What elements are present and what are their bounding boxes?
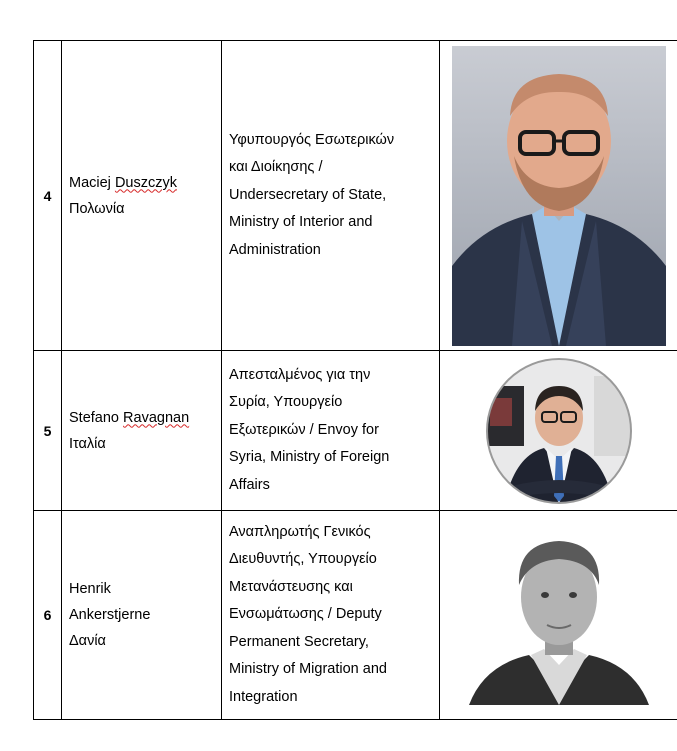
- table-row: [34, 351, 677, 511]
- country: Δανία: [69, 633, 106, 649]
- role-line: Integration: [229, 688, 298, 705]
- delegates-table: [33, 40, 677, 720]
- country: Ιταλία: [69, 435, 106, 452]
- delegate-name-cell: [62, 351, 222, 511]
- surname: Duszczyk: [114, 174, 177, 191]
- delegate-role-cell: [222, 41, 440, 351]
- role-line: Administration: [229, 241, 321, 258]
- role-line: Ενσωμάτωσης / Deputy: [229, 606, 382, 623]
- role-line: Συρία, Υπουργείο: [229, 394, 343, 411]
- portrait-photo-icon: [459, 525, 659, 705]
- portrait-photo-icon: [484, 356, 634, 506]
- role-line: Μετανάστευσης και: [229, 578, 353, 595]
- role-line: Αναπληρωτής Γενικός: [229, 523, 371, 540]
- delegate-photo-cell: [440, 511, 677, 720]
- country: Πολωνία: [69, 200, 125, 217]
- table-row: [34, 511, 677, 720]
- role-line: Undersecretary of State,: [229, 186, 387, 203]
- role-line: Ministry of Interior and: [229, 214, 373, 231]
- delegate-name-cell: [62, 41, 222, 351]
- portrait-photo-icon: [452, 46, 666, 346]
- delegate-role-cell: [222, 351, 440, 511]
- row-number: 4: [34, 41, 62, 351]
- delegate-photo-cell: [440, 41, 677, 351]
- first-name: Henrik: [69, 581, 111, 597]
- delegate-photo-cell: [440, 351, 677, 511]
- role-line: Permanent Secretary,: [229, 633, 369, 650]
- table-row: [34, 41, 677, 351]
- surname: Ravagnan: [123, 409, 190, 426]
- delegate-role-cell: [222, 511, 440, 720]
- role-line: και Διοίκησης /: [229, 159, 323, 176]
- role-line: Εξωτερικών / Envoy for: [229, 421, 379, 438]
- role-line: Ministry of Migration and: [229, 661, 387, 678]
- role-line: Affairs: [229, 476, 270, 493]
- role-line: Syria, Ministry of Foreign: [229, 449, 390, 466]
- role-line: Υφυπουργός Εσωτερικών: [229, 131, 395, 148]
- role-line: Διευθυντής, Υπουργείο: [229, 551, 377, 568]
- first-name: Maciej: [69, 174, 111, 191]
- surname: Ankerstjerne: [69, 607, 151, 623]
- row-number: 5: [34, 351, 62, 511]
- delegate-name-cell: [62, 511, 222, 720]
- row-number: 6: [34, 511, 62, 720]
- role-line: Απεσταλμένος για την: [229, 366, 371, 383]
- first-name: Stefano: [69, 409, 119, 426]
